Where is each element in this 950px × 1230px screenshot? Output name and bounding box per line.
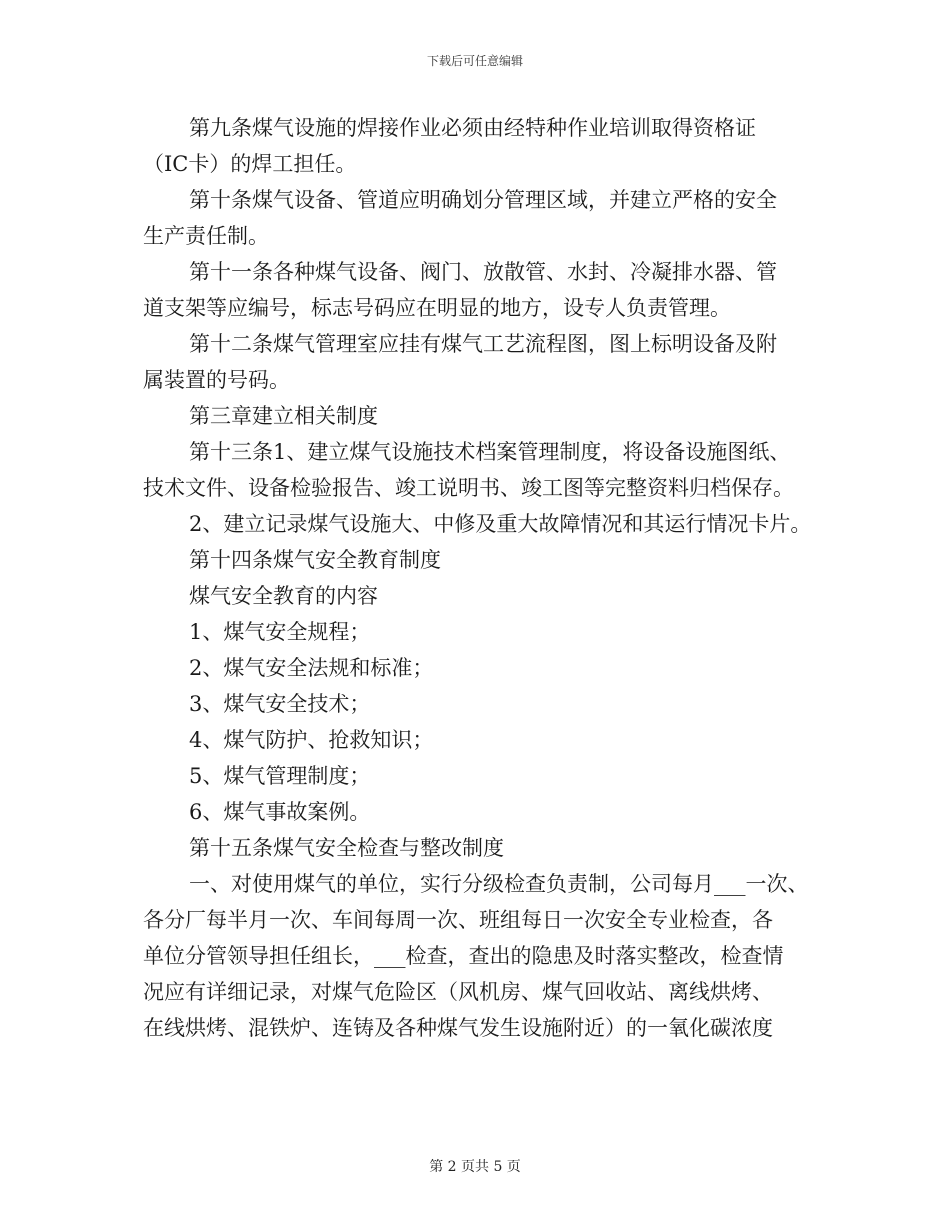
list-item: 4、煤气防护、抢救知识； (189, 728, 434, 752)
paragraph-line: 2、建立记录煤气设施大、中修及重大故障情况和其运行情况卡片。 (189, 512, 812, 536)
list-item: 2、煤气安全法规和标准； (189, 656, 434, 680)
paragraph-line: 道支架等应编号，标志号码应在明显的地方，设专人负责管理。 (143, 296, 731, 320)
article-heading: 第十四条煤气安全教育制度 (189, 548, 441, 572)
paragraph-line: （IC卡）的焊工担任。 (143, 152, 357, 176)
chapter-heading: 第三章建立相关制度 (189, 404, 378, 428)
paragraph-line: 单位分管领导担任组长，___检查，查出的隐患及时落实整改，检查情 (143, 944, 784, 968)
list-item: 3、煤气安全技术； (189, 692, 371, 716)
paragraph-line: 各分厂每半月一次、车间每周一次、班组每日一次安全专业检查，各 (143, 908, 773, 932)
section-label: 煤气安全教育的内容 (189, 584, 378, 608)
list-item: 5、煤气管理制度； (189, 764, 371, 788)
paragraph-line: 第九条煤气设施的焊接作业必须由经特种作业培训取得资格证 (189, 116, 756, 140)
paragraph-line: 第十三条1、建立煤气设施技术档案管理制度，将设备设施图纸、 (189, 440, 791, 464)
article-heading: 第十五条煤气安全检查与整改制度 (189, 836, 504, 860)
paragraph-line: 技术文件、设备检验报告、竣工说明书、竣工图等完整资料归档保存。 (143, 476, 794, 500)
paragraph-line: 一、对使用煤气的单位，实行分级检查负责制，公司每月___一次、 (189, 872, 809, 896)
list-item: 1、煤气安全规程； (189, 620, 371, 644)
document-body (143, 110, 843, 1046)
page-header: 下载后可任意编辑 (426, 54, 523, 68)
paragraph-line: 生产责任制。 (143, 224, 269, 248)
paragraph-line: 况应有详细记录，对煤气危险区（风机房、煤气回收站、离线烘烤、 (143, 980, 773, 1004)
paragraph-line: 第十一条各种煤气设备、阀门、放散管、水封、冷凝排水器、管 (189, 260, 777, 284)
page-number: 第 2 页共 5 页 (429, 1159, 521, 1175)
paragraph-line: 第十条煤气设备、管道应明确划分管理区域，并建立严格的安全 (189, 188, 777, 212)
paragraph-line: 在线烘烤、混铁炉、连铸及各种煤气发生设施附近）的一氧化碳浓度 (143, 1016, 773, 1040)
list-item: 6、煤气事故案例。 (189, 800, 371, 824)
paragraph-line: 属装置的号码。 (143, 368, 290, 392)
paragraph-line: 第十二条煤气管理室应挂有煤气工艺流程图，图上标明设备及附 (189, 332, 777, 356)
